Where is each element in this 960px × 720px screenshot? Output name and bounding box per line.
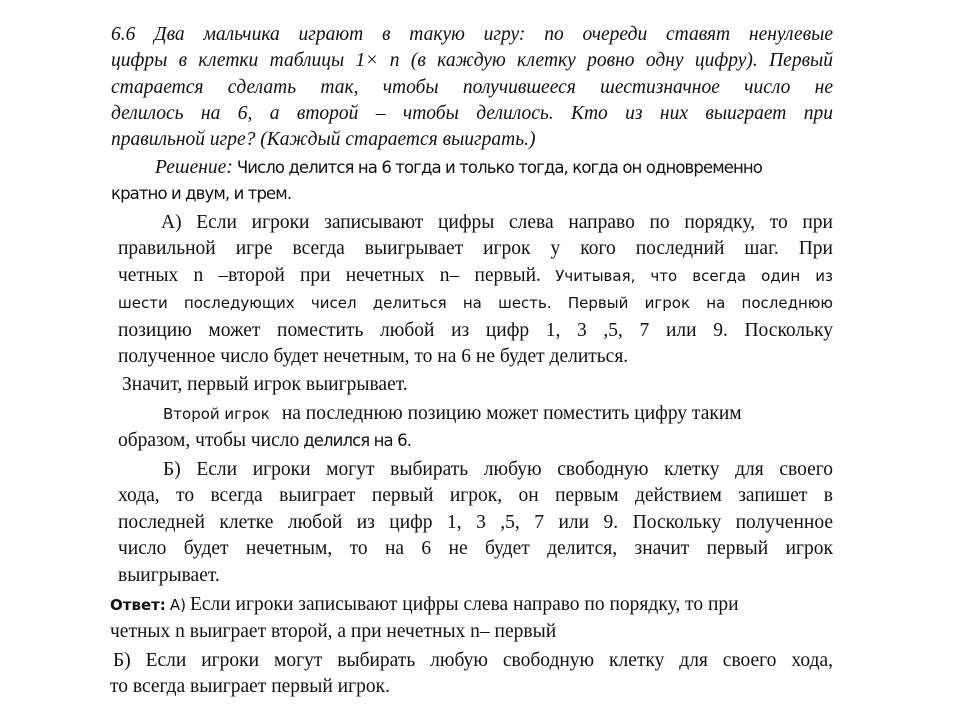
problem-line-4: делилось на 6, а второй – чтобы делилось. Кто из них выиграет при (111, 103, 833, 124)
solution-intro-line-2: кратно и двум, и трем. (111, 184, 292, 203)
solution-intro-line-1: Число делится на 6 тогда и только тогда, когда он одновременно (236, 158, 762, 177)
part-b-line-3: последней клетке любой из цифр 1, 3 ,5, 7 или 9. Поскольку полученное (118, 512, 833, 533)
part-a-line-1: А) Если игроки записывают цифры слева направо по порядку, то при (161, 212, 833, 233)
answer-line-4: то всегда выиграет первый игрок. (110, 676, 390, 697)
part-b-line-1: Б) Если игроки могут выбирать любую свободную клетку для своего (163, 459, 833, 480)
answer-line-2: четных n выиграет второй, а при нечетных n– первый (110, 621, 557, 642)
answer-line-3: Б) Если игроки могут выбирать любую свободную клетку для своего хода, (113, 650, 833, 671)
part-b-line-4: число будет нечетным, то на 6 не будет делится, значит первый игрок (118, 538, 833, 559)
part-a-line-4: шести последующих чисел делиться на шесть. Первый игрок на последнюю (118, 294, 833, 312)
part-a-line-2: правильной игре всегда выигрывает игрок у кого последний шаг. При (118, 238, 833, 259)
part-b-line-2: хода, то всегда выиграет первый игрок, он первым действием запишет в (118, 485, 833, 506)
part-a-line-5: позицию может поместить любой из цифр 1, 3 ,5, 7 или 9. Поскольку (118, 320, 833, 341)
part-a-line-6: полученное число будет нечетным, то на 6 не будет делиться. (118, 346, 629, 367)
problem-line-1: 6.6 Два мальчика играют в такую игру: по очереди ставят ненулевые (111, 24, 833, 45)
answer-label: Ответ: (110, 596, 166, 614)
part-a-line-9: образом, чтобы число делился на 6. (118, 430, 412, 451)
problem-line-2: цифры в клетки таблицы 1× n (в каждую клетку ровно одну цифру). Первый (111, 50, 833, 71)
part-b-line-5: выигрывает. (118, 565, 220, 586)
problem-line-5: правильной игре? (Каждый старается выиграть.) (111, 129, 536, 150)
part-a-line-3: четных n –второй при нечетных n– первый. Учитывая, что всегда один из (118, 265, 833, 286)
part-a-line-7: Значит, первый игрок выигрывает. (122, 374, 408, 395)
part-a-line-8: Второй игрок на последнюю позицию может поместить цифру таким (163, 403, 742, 424)
solution-label: Решение: (155, 157, 233, 178)
problem-line-3: старается сделать так, чтобы получившееся шестизначное число не (111, 77, 833, 98)
answer-line-1: Ответ: А) Если игроки записывают цифры слева направо по порядку, то при (110, 594, 739, 615)
